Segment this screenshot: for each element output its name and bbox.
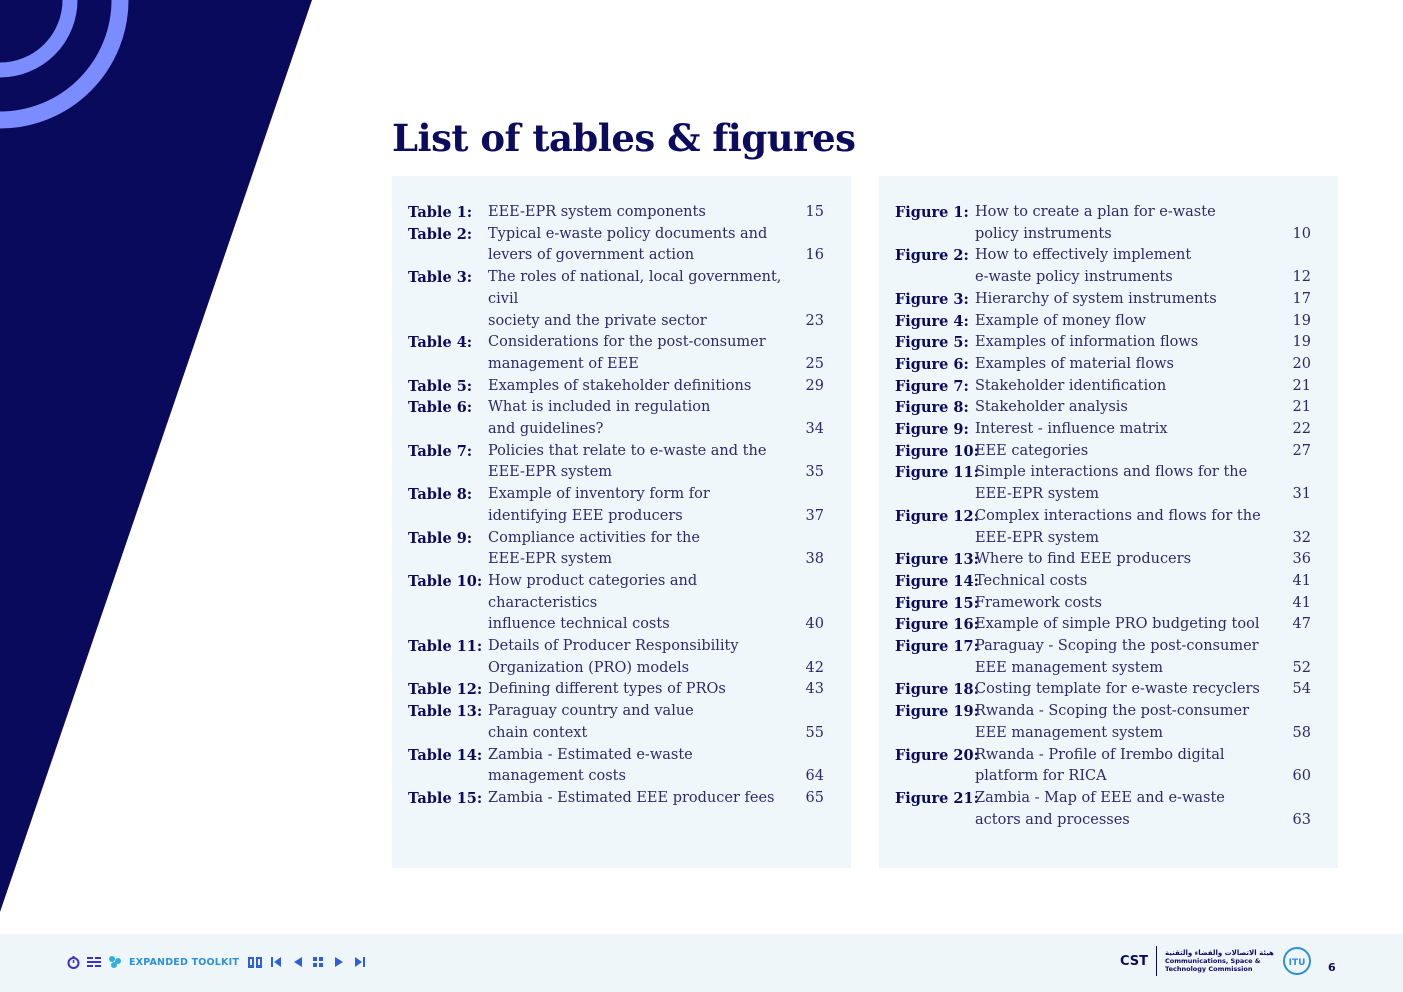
footer-bar	[0, 934, 1403, 992]
expanded-toolkit-link[interactable]: EXPANDED TOOLKIT	[129, 956, 240, 968]
entry-label: Table 2:	[408, 225, 473, 243]
entry-label: Figure 4:	[895, 312, 969, 330]
book-icon[interactable]	[248, 955, 262, 969]
figure-entry[interactable]	[895, 354, 1311, 376]
entry-title: Interest - influence matrix	[975, 421, 1168, 438]
entry-page-number: 47	[1292, 616, 1311, 633]
entry-page-number: 42	[805, 659, 824, 676]
figure-entry[interactable]	[895, 376, 1311, 398]
entry-page-number: 29	[805, 377, 824, 394]
entry-page-number: 21	[1292, 399, 1311, 416]
entry-page-number: 10	[1292, 225, 1311, 242]
entry-title: Costing template for e-waste recyclers	[975, 681, 1260, 698]
entry-label: Figure 17:	[895, 638, 979, 656]
last-page-icon[interactable]	[353, 955, 367, 969]
entry-title: Rwanda - Profile of Irembo digital platform for RICA	[975, 746, 1225, 785]
entry-label: Figure 1:	[895, 204, 969, 221]
entry-page-number: 32	[1292, 529, 1311, 546]
entry-title: EEE-EPR system components	[488, 204, 706, 220]
next-page-icon[interactable]	[332, 955, 346, 969]
entry-title: Examples of stakeholder definitions	[488, 377, 752, 394]
entry-label: Figure 3:	[895, 290, 969, 308]
entry-label: Figure 18:	[895, 681, 979, 699]
table-entry[interactable]	[408, 745, 824, 788]
figure-entry[interactable]	[895, 462, 1311, 505]
entry-label: Table 6:	[408, 399, 473, 417]
entry-page-number: 16	[805, 247, 824, 264]
figure-entry[interactable]	[895, 593, 1311, 615]
tables-panel	[392, 176, 851, 868]
entry-page-number: 64	[805, 768, 824, 785]
entry-title: Zambia - Estimated e-waste management costs	[488, 746, 693, 785]
entry-title: Paraguay - Scoping the post-consumer EEE management system	[975, 638, 1259, 676]
figure-entry[interactable]	[895, 549, 1311, 571]
entry-page-number: 19	[1292, 334, 1311, 351]
entry-label: Figure 2:	[895, 247, 969, 265]
figure-entry[interactable]	[895, 701, 1311, 744]
entry-title: Paraguay country and value chain context	[488, 703, 694, 741]
entry-page-number: 17	[1292, 290, 1311, 307]
entry-title: The roles of national, local government, civil society and the private sector	[488, 269, 782, 329]
cst-logo: CST	[1120, 953, 1149, 969]
entry-page-number: 43	[805, 681, 824, 698]
entry-page-number: 27	[1292, 442, 1311, 459]
timer-icon[interactable]	[66, 955, 80, 969]
entry-label: Figure 7:	[895, 377, 969, 395]
entry-page-number: 15	[805, 204, 824, 220]
entry-page-number: 19	[1292, 312, 1311, 329]
figure-entry[interactable]	[895, 202, 1311, 245]
entry-label: Table 4:	[408, 334, 473, 352]
table-entry[interactable]	[408, 376, 824, 398]
entry-page-number: 55	[805, 724, 824, 741]
entry-page-number: 31	[1292, 486, 1311, 503]
puzzle-icon[interactable]	[108, 955, 122, 969]
figure-entry[interactable]	[895, 788, 1311, 831]
entry-page-number: 22	[1292, 421, 1311, 438]
figure-entry[interactable]	[895, 636, 1311, 679]
entry-label: Table 5:	[408, 377, 473, 395]
table-entry[interactable]	[408, 679, 824, 701]
table-entry[interactable]	[408, 788, 824, 810]
entry-title: How to effectively implement e-waste policy instruments	[975, 247, 1192, 286]
entry-title: Considerations for the post-consumer management of EEE	[488, 334, 766, 372]
entry-page-number: 54	[1292, 681, 1311, 698]
entry-label: Figure 13:	[895, 551, 979, 569]
entry-page-number: 38	[805, 551, 824, 568]
entry-title: How product categories and characteristics influence technical costs	[488, 572, 698, 633]
page-title: List of tables & figures	[392, 116, 856, 160]
org-name	[1165, 949, 1274, 973]
footer-logos	[1120, 946, 1312, 976]
table-entry[interactable]	[408, 397, 824, 440]
entry-page-number: 34	[805, 421, 824, 438]
entry-label: Figure 14:	[895, 572, 979, 590]
entry-page-number: 60	[1292, 768, 1311, 785]
page-number: 6	[1328, 961, 1336, 974]
entry-page-number: 25	[805, 355, 824, 372]
figure-entry[interactable]	[895, 745, 1311, 788]
figure-entry[interactable]	[895, 397, 1311, 419]
table-entry[interactable]	[408, 332, 824, 375]
first-page-icon[interactable]	[269, 955, 283, 969]
org-name-arabic: هيئة الاتصالات والفضاء والتقنية	[1165, 949, 1274, 957]
table-entry[interactable]	[408, 636, 824, 679]
entry-title: Policies that relate to e-waste and the EEE-EPR system	[488, 442, 767, 481]
figure-entry[interactable]	[895, 419, 1311, 441]
figures-list	[895, 202, 1311, 831]
entry-label: Figure 20:	[895, 746, 979, 764]
table-entry[interactable]	[408, 528, 824, 571]
entry-title: Example of simple PRO budgeting tool	[975, 616, 1260, 633]
entry-label: Table 15:	[408, 789, 483, 807]
decorative-band	[0, 0, 320, 930]
grid-icon[interactable]	[311, 955, 325, 969]
entry-label: Table 1:	[408, 204, 473, 221]
entry-title: Complex interactions and flows for the EEE-EPR system	[975, 507, 1261, 546]
entry-label: Figure 19:	[895, 703, 979, 721]
entry-title: Rwanda - Scoping the post-consumer EEE management system	[975, 703, 1250, 741]
table-entry[interactable]	[408, 571, 824, 636]
entry-title: Zambia - Estimated EEE producer fees	[488, 789, 775, 806]
entry-title: Zambia - Map of EEE and e-waste actors and processes	[975, 789, 1225, 828]
entry-title: Framework costs	[975, 594, 1102, 611]
table-entry[interactable]	[408, 701, 824, 744]
org-name-line2: Technology Commission	[1165, 965, 1253, 973]
entry-page-number: 37	[805, 507, 824, 524]
entry-page-number: 41	[1292, 594, 1311, 611]
entry-title: Stakeholder identification	[975, 377, 1167, 394]
table-entry[interactable]	[408, 202, 824, 224]
tables-list	[408, 202, 824, 810]
figure-entry[interactable]	[895, 571, 1311, 593]
entry-title: Hierarchy of system instruments	[975, 290, 1217, 307]
entry-label: Table 7:	[408, 442, 473, 460]
entry-title: What is included in regulation and guidelines?	[488, 399, 711, 438]
entry-page-number: 20	[1292, 355, 1311, 372]
entry-page-number: 35	[805, 464, 824, 481]
entry-label: Figure 9:	[895, 421, 969, 439]
entry-label: Table 10:	[408, 572, 483, 590]
table-entry[interactable]	[408, 441, 824, 484]
entry-title: Compliance activities for the EEE-EPR system	[488, 529, 700, 568]
entry-title: Where to find EEE producers	[975, 551, 1192, 568]
footer-nav	[66, 955, 367, 969]
entry-title: Examples of information flows	[975, 334, 1199, 351]
table-entry[interactable]	[408, 224, 824, 267]
entry-label: Table 9:	[408, 529, 473, 547]
itu-logo	[1282, 946, 1312, 976]
entry-label: Figure 11:	[895, 464, 979, 482]
entry-title: Typical e-waste policy documents and levers of government action	[488, 225, 768, 264]
entry-label: Figure 21:	[895, 789, 979, 807]
figure-entry[interactable]	[895, 311, 1311, 333]
figure-entry[interactable]	[895, 245, 1311, 288]
entry-label: Figure 5:	[895, 334, 969, 352]
entry-title: EEE categories	[975, 442, 1089, 459]
entry-label: Table 8:	[408, 486, 473, 504]
entry-title: Defining different types of PROs	[488, 681, 726, 698]
figure-entry[interactable]	[895, 679, 1311, 701]
entry-page-number: 21	[1292, 377, 1311, 394]
itu-logo-text: ITU	[1288, 958, 1306, 968]
figure-entry[interactable]	[895, 441, 1311, 463]
entry-label: Figure 10:	[895, 442, 979, 460]
entry-title: Details of Producer Responsibility Organization (PRO) models	[488, 638, 739, 676]
entry-label: Figure 8:	[895, 399, 969, 417]
entry-page-number: 52	[1292, 659, 1311, 676]
figures-panel	[879, 176, 1338, 868]
entry-label: Table 14:	[408, 746, 483, 764]
entry-page-number: 12	[1292, 269, 1311, 286]
entry-label: Table 3:	[408, 269, 473, 287]
entry-label: Figure 15:	[895, 594, 979, 612]
entry-label: Table 11:	[408, 638, 483, 656]
entry-page-number: 58	[1292, 724, 1311, 741]
entry-title: Technical costs	[975, 572, 1088, 589]
table-entry[interactable]	[408, 267, 824, 332]
entry-title: Simple interactions and flows for the EEE-EPR system	[975, 464, 1248, 503]
figure-entry[interactable]	[895, 614, 1311, 636]
figure-entry[interactable]	[895, 332, 1311, 354]
entry-page-number: 65	[805, 789, 824, 806]
entry-title: Stakeholder analysis	[975, 399, 1128, 416]
org-name-line1: Communications, Space &	[1165, 957, 1261, 965]
entry-title: Example of inventory form for identifying EEE producers	[488, 486, 710, 524]
entry-page-number: 36	[1292, 551, 1311, 568]
entry-title: How to create a plan for e-waste policy instruments	[975, 204, 1216, 242]
logo-divider	[1156, 946, 1157, 976]
table-entry[interactable]	[408, 484, 824, 527]
entry-page-number: 63	[1292, 811, 1311, 828]
list-icon[interactable]	[87, 955, 101, 969]
entry-label: Figure 12:	[895, 507, 979, 525]
figure-entry[interactable]	[895, 506, 1311, 549]
previous-page-icon[interactable]	[290, 955, 304, 969]
entry-title: Example of money flow	[975, 312, 1146, 329]
figure-entry[interactable]	[895, 289, 1311, 311]
entry-page-number: 40	[805, 616, 824, 633]
entry-title: Examples of material flows	[975, 355, 1174, 372]
entry-label: Table 13:	[408, 703, 483, 721]
entry-page-number: 41	[1292, 572, 1311, 589]
entry-label: Figure 16:	[895, 616, 979, 634]
entry-label: Table 12:	[408, 681, 483, 699]
entry-page-number: 23	[805, 312, 824, 329]
entry-label: Figure 6:	[895, 355, 969, 373]
